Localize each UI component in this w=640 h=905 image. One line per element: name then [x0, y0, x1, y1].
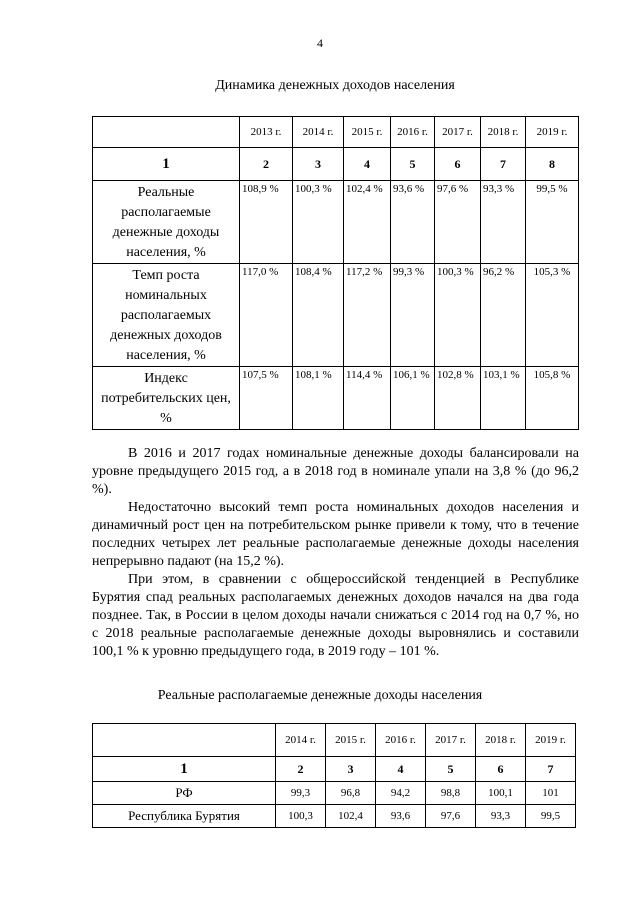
- column-number: 3: [326, 757, 376, 782]
- column-number: 4: [376, 757, 426, 782]
- value-cell: 93,6 %: [391, 181, 435, 264]
- row-label: Индекс потребительских цен, %: [93, 367, 240, 430]
- body-paragraph: При этом, в сравнении с общероссийской тенденцией в Республике Бурятия спад реальных располагаемых денежных доходов начался на два года позднее. Так, в России в целом доходы начали снижаться с 2014 год на 0,7 %, но с 2018 реальные располагаемые денежные доходы выровнялись и составили 100,1 % к уровню предыдущего года, в 2019 году – 101 %.: [92, 572, 579, 659]
- value-cell: 99,5: [526, 805, 576, 828]
- column-number: 8: [526, 148, 579, 181]
- value-cell: 107,5 %: [240, 367, 293, 430]
- value-cell: 100,1: [476, 782, 526, 805]
- value-cell: 100,3 %: [435, 264, 481, 367]
- column-number: 1: [93, 148, 240, 181]
- column-number: 7: [526, 757, 576, 782]
- year-header: 2013 г.: [240, 117, 293, 148]
- value-cell: 105,3 %: [526, 264, 579, 367]
- table-row: [93, 805, 576, 828]
- value-cell: 117,2 %: [344, 264, 391, 367]
- year-header: 2019 г.: [526, 117, 579, 148]
- table1-column-numbers-row: [93, 148, 579, 181]
- column-number: 5: [391, 148, 435, 181]
- value-cell: 100,3: [276, 805, 326, 828]
- value-cell: 99,5 %: [526, 181, 579, 264]
- column-number: 5: [426, 757, 476, 782]
- column-number: 6: [435, 148, 481, 181]
- year-header: 2014 г.: [293, 117, 344, 148]
- value-cell: 114,4 %: [344, 367, 391, 430]
- value-cell: 117,0 %: [240, 264, 293, 367]
- year-header: 2015 г.: [326, 724, 376, 757]
- row-label: Республика Бурятия: [93, 805, 276, 828]
- table-row: [93, 264, 579, 367]
- value-cell: 106,1 %: [391, 367, 435, 430]
- row-label: Реальные располагаемые денежные доходы населения, %: [93, 181, 240, 264]
- year-header: 2019 г.: [526, 724, 576, 757]
- year-header: 2014 г.: [276, 724, 326, 757]
- column-number: 6: [476, 757, 526, 782]
- value-cell: 108,9 %: [240, 181, 293, 264]
- table2-column-numbers-row: [93, 757, 576, 782]
- value-cell: 94,2: [376, 782, 426, 805]
- column-number: 1: [93, 757, 276, 782]
- value-cell: 108,4 %: [293, 264, 344, 367]
- value-cell: 99,3: [276, 782, 326, 805]
- value-cell: 105,8 %: [526, 367, 579, 430]
- real-income-table: [92, 723, 576, 828]
- value-cell: 93,3 %: [481, 181, 526, 264]
- value-cell: 96,8: [326, 782, 376, 805]
- value-cell: 97,6: [426, 805, 476, 828]
- body-paragraph: Недостаточно высокий темп роста номинальных доходов населения и динамичный рост цен на потребительском рынке привели к тому, что в течение последних четырех лет реальные располагаемые денежные доходы населения непрерывно падают (на 15,2 %).: [92, 500, 579, 569]
- table2-header-row: [93, 724, 576, 757]
- table2-corner-cell: [93, 724, 276, 757]
- table1-header-row: [93, 117, 579, 148]
- row-label: РФ: [93, 782, 276, 805]
- value-cell: 101: [526, 782, 576, 805]
- value-cell: 93,3: [476, 805, 526, 828]
- value-cell: 100,3 %: [293, 181, 344, 264]
- year-header: 2018 г.: [476, 724, 526, 757]
- value-cell: 93,6: [376, 805, 426, 828]
- body-paragraph: В 2016 и 2017 годах номинальные денежные доходы балансировали на уровне предыдущего 2015 год, а в 2018 год в номинале упали на 3,8 % (до 96,2 %).: [92, 446, 579, 497]
- value-cell: 99,3 %: [391, 264, 435, 367]
- table1-corner-cell: [93, 117, 240, 148]
- value-cell: 102,4 %: [344, 181, 391, 264]
- value-cell: 96,2 %: [481, 264, 526, 367]
- column-number: 3: [293, 148, 344, 181]
- page-number: 4: [317, 36, 323, 50]
- income-dynamics-table: [92, 116, 579, 430]
- value-cell: 97,6 %: [435, 181, 481, 264]
- year-header: 2017 г.: [435, 117, 481, 148]
- value-cell: 102,4: [326, 805, 376, 828]
- column-number: 7: [481, 148, 526, 181]
- table2-caption: Реальные располагаемые денежные доходы населения: [157, 688, 483, 703]
- year-header: 2018 г.: [481, 117, 526, 148]
- table-row: [93, 181, 579, 264]
- table1-caption: Динамика денежных доходов населения: [215, 78, 455, 93]
- year-header: 2015 г.: [344, 117, 391, 148]
- value-cell: 102,8 %: [435, 367, 481, 430]
- row-label: Темп роста номинальных располагаемых денежных доходов населения, %: [93, 264, 240, 367]
- table-row: [93, 782, 576, 805]
- table-row: [93, 367, 579, 430]
- value-cell: 98,8: [426, 782, 476, 805]
- year-header: 2016 г.: [376, 724, 426, 757]
- column-number: 2: [276, 757, 326, 782]
- column-number: 4: [344, 148, 391, 181]
- year-header: 2017 г.: [426, 724, 476, 757]
- year-header: 2016 г.: [391, 117, 435, 148]
- value-cell: 108,1 %: [293, 367, 344, 430]
- column-number: 2: [240, 148, 293, 181]
- value-cell: 103,1 %: [481, 367, 526, 430]
